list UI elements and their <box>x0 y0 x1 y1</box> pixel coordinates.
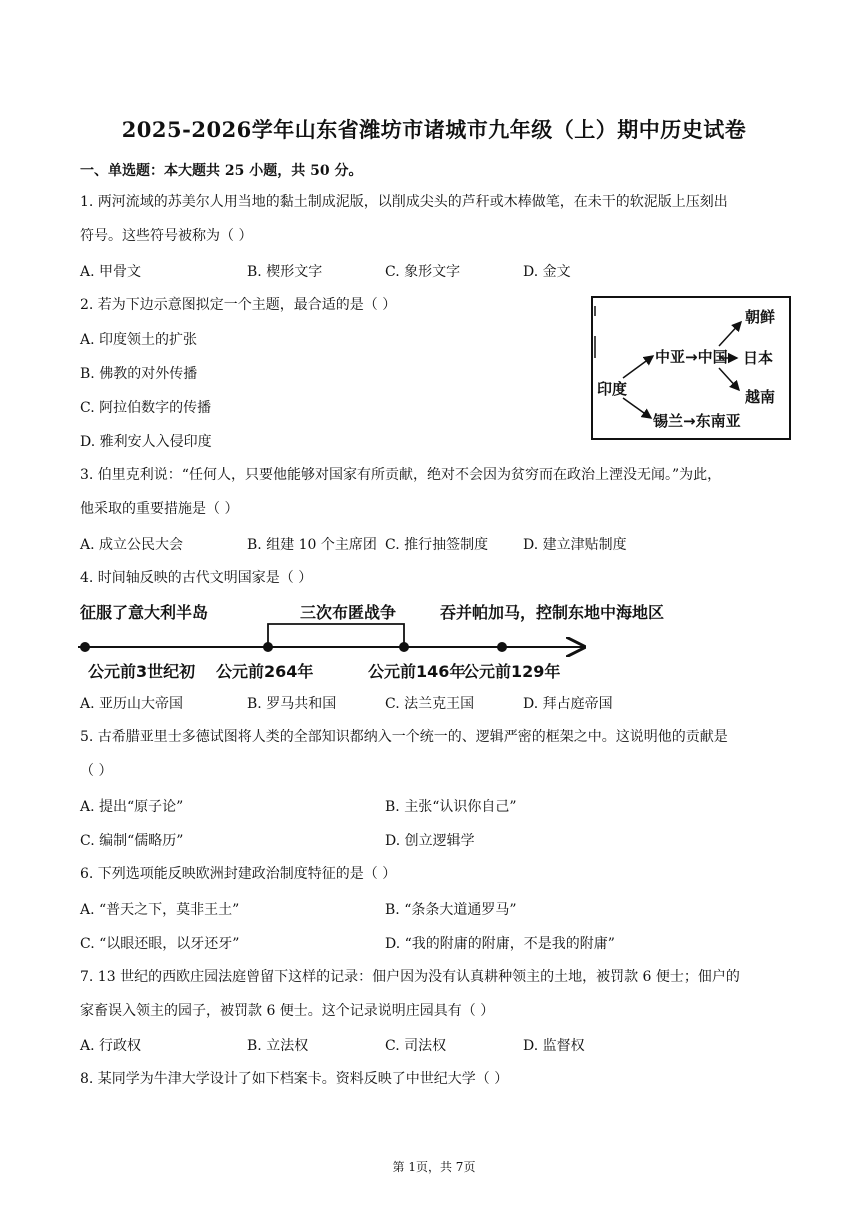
q4-option-c[interactable]: C. 法兰克王国 <box>385 696 475 712</box>
q2-option-b[interactable]: B. 佛教的对外传播 <box>80 366 198 382</box>
page-footer: 第 1页，共 7页 <box>392 1160 476 1174</box>
timeline-dot-3 <box>399 642 409 652</box>
question-6-stem: 6. 下列选项能反映欧洲封建政治制度特征的是（ ） <box>80 866 397 882</box>
timeline-dot-2 <box>263 642 273 652</box>
q6-option-a[interactable]: A. “普天之下，莫非王土” <box>80 902 240 918</box>
q3-option-c[interactable]: C. 推行抽签制度 <box>385 537 489 553</box>
q2-option-c[interactable]: C. 阿拉伯数字的传播 <box>80 400 212 416</box>
q1-option-a[interactable]: A. 甲骨文 <box>80 264 142 280</box>
q5-option-c[interactable]: C. 编制“儒略历” <box>80 833 184 849</box>
q7-option-b[interactable]: B. 立法权 <box>247 1038 309 1054</box>
q5-option-b[interactable]: B. 主张“认识你自己” <box>385 799 517 815</box>
label-japan: 日本 <box>743 349 774 367</box>
label-srilanka-southeast-asia: 锡兰→东南亚 <box>653 412 741 430</box>
timeline-event-3: 吞并帕加马，控制东地中海地区 <box>440 603 665 622</box>
question-8-stem: 8. 某同学为牛津大学设计了如下档案卡。资料反映了中世纪大学（ ） <box>80 1071 509 1087</box>
q4-option-d[interactable]: D. 拜占庭帝国 <box>523 696 613 712</box>
q1-option-c[interactable]: C. 象形文字 <box>385 264 461 280</box>
q4-option-b[interactable]: B. 罗马共和国 <box>247 696 337 712</box>
q6-option-b[interactable]: B. “条条大道通罗马” <box>385 902 517 918</box>
question-1-line-2: 符号。这些符号被称为（ ） <box>80 228 253 244</box>
timeline-date-1: 公元前3世纪初 <box>88 662 196 681</box>
question-7-line-2: 家畜误入领主的园子，被罚款 6 便士。这个记录说明庄园具有（ ） <box>80 1003 495 1019</box>
page-title: 2025-2026学年山东省潍坊市诸城市九年级（上）期中历史试卷 <box>121 117 747 142</box>
question-3-line-2: 他采取的重要措施是（ ） <box>80 501 239 517</box>
q4-option-a[interactable]: A. 亚历山大帝国 <box>80 696 184 712</box>
arrow-china-vietnam <box>719 368 739 390</box>
question-4-stem: 4. 时间轴反映的古代文明国家是（ ） <box>80 570 313 586</box>
question-7-line-1: 7. 13 世纪的西欧庄园法庭曾留下这样的记录：佃户因为没有认真耕种领主的土地，被罚款 6 便士；佃户的 <box>80 969 740 985</box>
timeline-date-4: 公元前129年 <box>463 662 561 681</box>
q5-option-a[interactable]: A. 提出“原子论” <box>80 799 184 815</box>
q7-option-c[interactable]: C. 司法权 <box>385 1038 447 1054</box>
q6-option-c[interactable]: C. “以眼还眼，以牙还牙” <box>80 936 240 952</box>
q1-option-b[interactable]: B. 楔形文字 <box>247 264 323 280</box>
q7-option-d[interactable]: D. 监督权 <box>523 1038 585 1054</box>
q6-option-d[interactable]: D. “我的附庸的附庸，不是我的附庸” <box>385 936 615 952</box>
label-central-asia-china: 中亚→中国 <box>655 348 728 366</box>
label-vietnam: 越南 <box>745 388 776 406</box>
buddhism-spread-diagram <box>591 296 791 440</box>
q7-option-a[interactable]: A. 行政权 <box>80 1038 142 1054</box>
q2-option-d[interactable]: D. 雅利安人入侵印度 <box>80 434 212 450</box>
q3-option-b[interactable]: B. 组建 10 个主席团 <box>247 537 377 553</box>
label-india: 印度 <box>597 380 628 398</box>
timeline-dot-1 <box>80 642 90 652</box>
arrow-india-central-asia <box>623 356 653 378</box>
arrow-india-sri-lanka <box>623 398 651 418</box>
timeline-event-2: 三次布匿战争 <box>300 603 397 622</box>
section-heading: 一、单选题：本大题共 25 小题，共 50 分。 <box>80 163 363 179</box>
q5-option-d[interactable]: D. 创立逻辑学 <box>385 833 475 849</box>
question-5-line-2: （ ） <box>80 763 113 779</box>
timeline-date-2: 公元前264年 <box>216 662 314 681</box>
q3-option-a[interactable]: A. 成立公民大会 <box>80 537 184 553</box>
label-korea: 朝鲜 <box>745 308 776 326</box>
question-5-line-1: 5. 古希腊亚里士多德试图将人类的全部知识都纳入一个统一的、逻辑严密的框架之中。这说明他的贡献是 <box>80 729 728 745</box>
q3-option-d[interactable]: D. 建立津贴制度 <box>523 537 627 553</box>
q2-option-a[interactable]: A. 印度领土的扩张 <box>80 332 198 348</box>
arrow-china-korea <box>719 322 741 346</box>
question-1-line-1: 1. 两河流域的苏美尔人用当地的黏土制成泥版，以削成尖头的芦秆或木棒做笔，在未干的软泥版上压刻出 <box>80 194 728 210</box>
timeline-date-3: 公元前146年 <box>368 662 466 681</box>
timeline-dot-4 <box>497 642 507 652</box>
rome-timeline <box>78 596 665 686</box>
timeline-event-1: 征服了意大利半岛 <box>80 603 209 622</box>
question-3-line-1: 3. 伯里克利说：“任何人，只要他能够对国家有所贡献，绝对不会因为贫穷而在政治上湮没无闻。”为此， <box>80 467 722 483</box>
q1-option-d[interactable]: D. 金文 <box>523 264 571 280</box>
question-2-stem: 2. 若为下边示意图拟定一个主题，最合适的是（ ） <box>80 297 397 313</box>
